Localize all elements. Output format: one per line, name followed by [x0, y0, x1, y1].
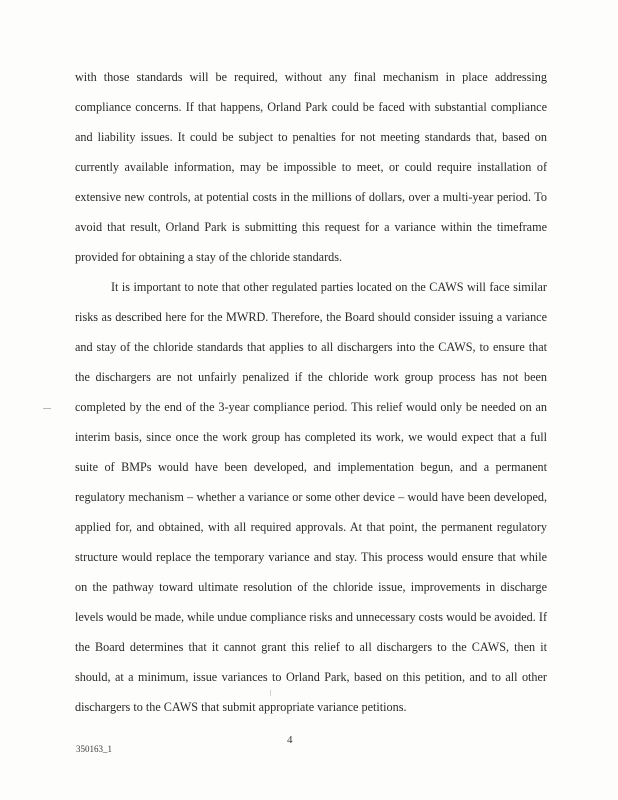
body-text: [75, 62, 547, 722]
text-line: structure would replace the temporary variance and stay. This process would ensure that while: [75, 550, 547, 564]
text-line: on the pathway toward ultimate resolution of the chloride issue, improvements in discharge: [75, 580, 547, 594]
text-line: the dischargers are not unfairly penalized if the chloride work group process has not been: [75, 370, 547, 384]
text-line: levels would be made, while undue compliance risks and unnecessary costs would be avoided. If: [75, 610, 547, 624]
document-id: 350163_1: [76, 744, 112, 754]
text-line: avoid that result, Orland Park is submitting this request for a variance within the timeframe: [75, 220, 547, 234]
scan-artifact: [43, 408, 51, 409]
text-line: and stay of the chloride standards that applies to all dischargers into the CAWS, to ensure that: [75, 340, 547, 354]
text-line: It is important to note that other regulated parties located on the CAWS will face similar: [111, 280, 547, 294]
text-line: provided for obtaining a stay of the chloride standards.: [75, 250, 343, 264]
text-line: completed by the end of the 3-year compliance period. This relief would only be needed on an: [75, 400, 547, 414]
text-line: dischargers to the CAWS that submit appropriate variance petitions.: [75, 700, 407, 714]
text-line: regulatory mechanism – whether a variance or some other device – would have been developed,: [75, 490, 547, 504]
page-number: 4: [287, 734, 293, 746]
scan-artifact: [270, 690, 271, 696]
text-line: interim basis, since once the work group has completed its work, we would expect that a full: [75, 430, 547, 444]
text-line: the Board determines that it cannot grant this relief to all dischargers to the CAWS, then it: [75, 640, 547, 654]
text-line: with those standards will be required, without any final mechanism in place addressing: [75, 70, 547, 84]
text-line: and liability issues. It could be subject to penalties for not meeting standards that, based on: [75, 130, 547, 144]
text-line: risks as described here for the MWRD. Therefore, the Board should consider issuing a variance: [75, 310, 547, 324]
text-line: extensive new controls, at potential costs in the millions of dollars, over a multi-year period. To: [75, 190, 547, 204]
text-line: suite of BMPs would have been developed, and implementation begun, and a permanent: [75, 460, 547, 474]
text-line: currently available information, may be impossible to meet, or could require installation of: [75, 160, 547, 174]
text-line: should, at a minimum, issue variances to Orland Park, based on this petition, and to all other: [75, 670, 547, 684]
text-line: compliance concerns. If that happens, Orland Park could be faced with substantial compliance: [75, 100, 547, 114]
text-line: applied for, and obtained, with all required approvals. At that point, the permanent regulatory: [75, 520, 547, 534]
